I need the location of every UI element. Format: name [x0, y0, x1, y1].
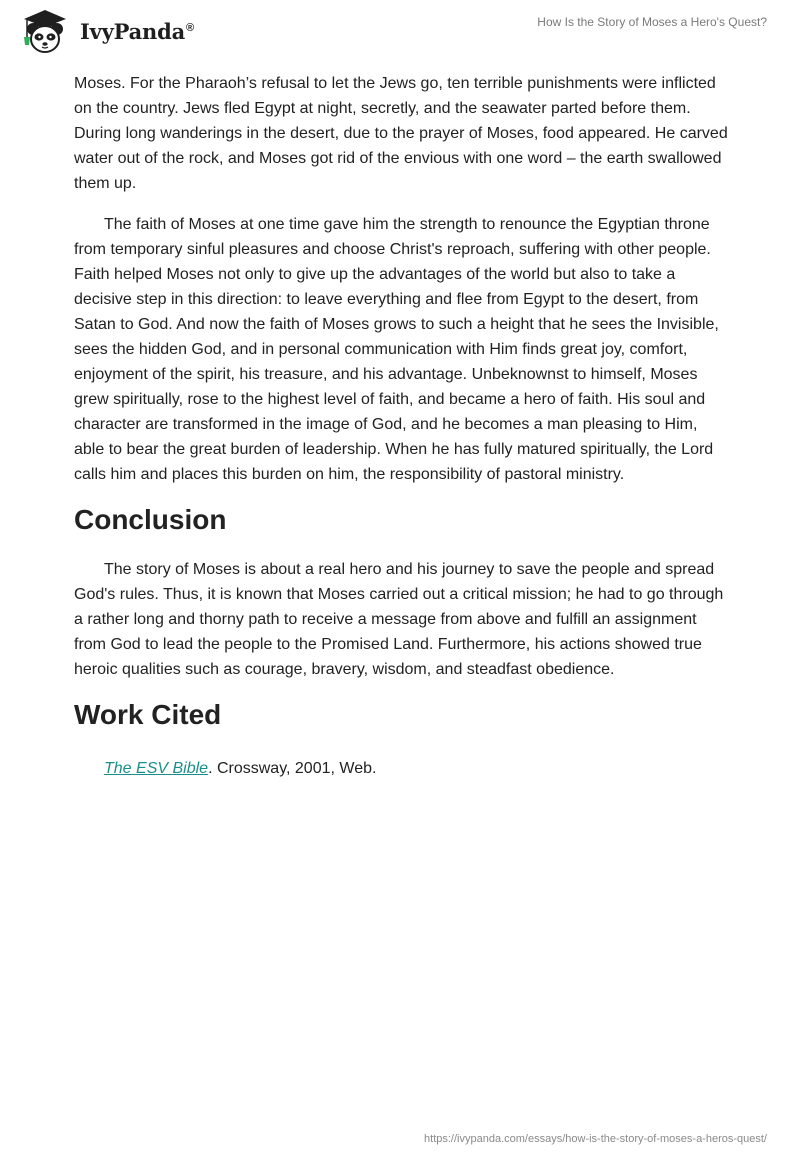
essay-content — [74, 71, 729, 781]
document-title: How Is the Story of Moses a Hero's Quest? — [537, 15, 767, 29]
body-paragraph-1: Moses. For the Pharaoh’s refusal to let the Jews go, ten terrible punishments were inflicted on the country. Jews fled Egypt at night, secretly, and the seawater parted before them. During long wanderings in the desert, due to the prayer of Moses, food appeared. He carved water out of the rock, and Moses got rid of the envious with one word – the earth swallowed them up. — [74, 75, 728, 192]
work-cited-heading: Work Cited — [74, 699, 222, 730]
citation-link[interactable]: The ESV Bible — [104, 760, 209, 777]
conclusion-heading: Conclusion — [74, 504, 227, 535]
registered-mark: ® — [186, 21, 194, 34]
citation-entry — [74, 756, 729, 781]
page-header — [0, 0, 800, 70]
footer-source-url: https://ivypanda.com/essays/how-is-the-story-of-moses-a-heros-quest/ — [424, 1133, 767, 1145]
ivypanda-logo[interactable] — [16, 7, 194, 55]
conclusion-paragraph: The story of Moses is about a real hero and his journey to save the people and spread God's rules. Thus, it is known that Moses carried out a critical mission; he had to go through a rather long and thorny path to receive a message from above and fulfill an assignment from God to lead the people to the Promised Land. Furthermore, his actions showed true heroic qualities such as courage, bravery, wisdom, and steadfast obedience. — [74, 561, 724, 678]
body-paragraph-2: The faith of Moses at one time gave him the strength to renounce the Egyptian throne from temporary sinful pleasures and choose Christ's reproach, suffering with other people. Faith helped Moses not only to give up the advantages of the world but also to take a decisive step in this direction: to leave everything and flee from Egypt to the desert, from Satan to God. And now the faith of Moses grows to such a height that he sees the Invisible, sees the hidden God, and in personal communication with Him finds great joy, comfort, enjoyment of the spirit, his treasure, and his advantage. Unbeknownst to himself, Moses grew spiritually, rose to the highest level of faith, and became a hero of faith. His soul and character are transformed in the image of God, and he becomes a man pleasing to Him, able to bear the great burden of leadership. When he has fully matured spiritually, the Lord calls him and places this burden on him, the responsibility of pastoral ministry. — [74, 216, 719, 483]
brand-text: IvyPanda — [80, 18, 186, 44]
panda-graduate-icon — [16, 7, 74, 55]
brand-name — [80, 19, 194, 44]
citation-details: . Crossway, 2001, Web. — [208, 760, 377, 777]
